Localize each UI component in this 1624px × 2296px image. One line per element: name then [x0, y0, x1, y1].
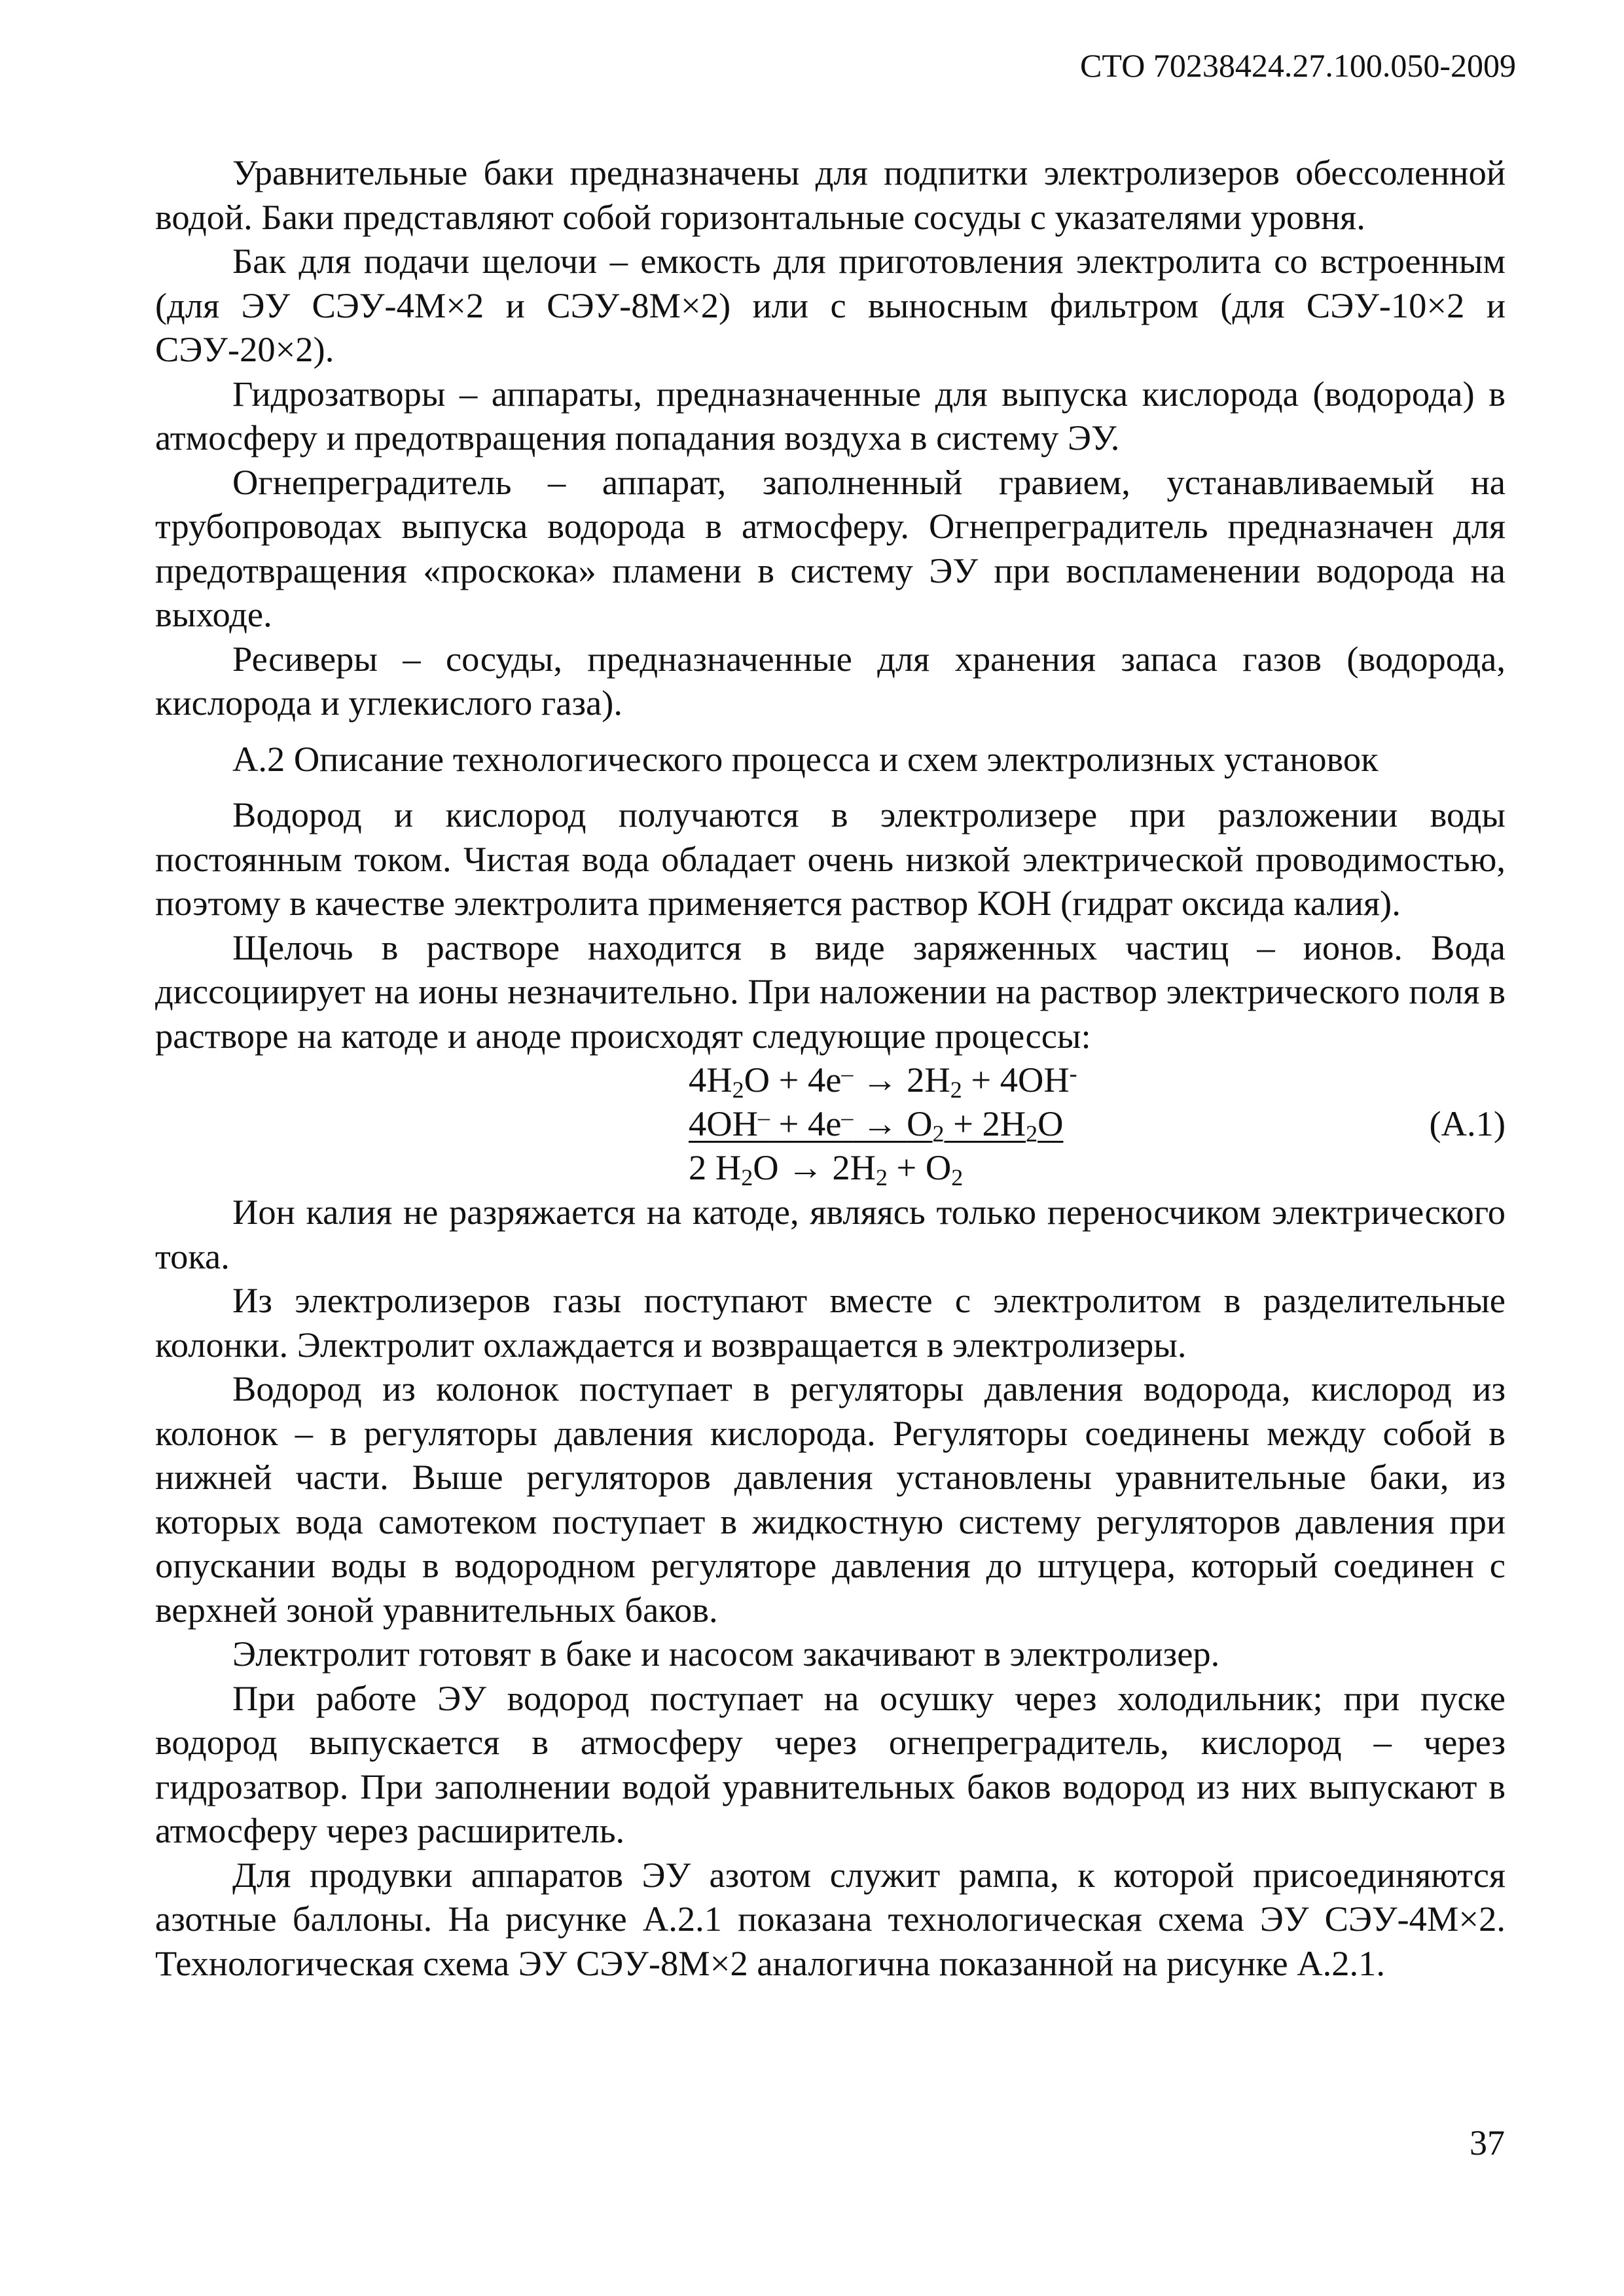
paragraph-pressure-regulators: Водород из колонок поступает в регуляторы давления водорода, кислород из колонок – в регуляторы давления кислорода. Регуляторы соединены между собой в нижней части. Выше регуляторов давления установлены уравнительные баки, из которых вода самотеком поступает в жидкостную систему регуляторов давления при опускании воды в водородном регуляторе давления до штуцера, который соединен с верхней зоной уравнительных баков. — [155, 1369, 1506, 1630]
page-number: 37 — [1470, 2123, 1505, 2162]
paragraph-flame-arrester: Огнепреградитель – аппарат, заполненный гравием, устанавливаемый на трубопроводах выпуска водорода в атмосферу. Огнепреградитель предназначен для предотвращения «проскока» пламени в систему ЭУ при воспламенении водорода на выходе. — [155, 461, 1506, 634]
paragraph-potassium-ion: Ион калия не разряжается на катоде, являясь только переносчиком электрического тока. — [155, 1192, 1506, 1276]
equation-number: (А.1) — [1429, 1103, 1506, 1143]
equation-overall: 2 $H_2O \to 2H_2 + O_2$ — [689, 1147, 964, 1191]
paragraph-electrolyte-prep: Электролит готовят в баке и насосом закачивают в электролизер. — [232, 1634, 1220, 1674]
paragraph-ions: Щелочь в растворе находится в виде заряженных частиц – ионов. Вода диссоциирует на ионы незначительно. При наложении на раствор электрического поля в растворе на катоде и аноде происходят следующие процессы: — [155, 927, 1506, 1056]
paragraph-separation-columns: Из электролизеров газы поступают вместе с электролитом в разделительные колонки. Электролит охлаждается и возвращается в электролизеры. — [155, 1280, 1506, 1365]
paragraph-operation: При работе ЭУ водород поступает на осушку через холодильник; при пуске водород выпускается в атмосферу через огнепреградитель, кислород – через гидрозатвор. При заполнении водой уравнительных баков водород из них выпускают в атмосферу через расширитель. — [155, 1677, 1506, 1850]
paragraph-equalizing-tanks: Уравнительные баки предназначены для подпитки электролизеров обессоленной водой. Баки представляют собой горизонтальные сосуды с указателями уровня. — [155, 152, 1506, 237]
document-body — [155, 151, 1506, 1985]
paragraph-alkali-tank: Бак для подачи щелочи – емкость для приготовления электролита со встроенным (для ЭУ СЭУ-4М×2 и СЭУ-8М×2) или с выносным фильтром (для СЭУ-10×2 и СЭУ-20×2). — [155, 241, 1506, 369]
document-code-header: СТО 70238424.27.100.050-2009 — [1080, 47, 1516, 84]
paragraph-electrolysis-intro: Водород и кислород получаются в электролизере при разложении воды постоянным током. Чистая вода обладает очень низкой электрической проводимостью, поэтому в качестве электролита применяется раствор КОН (гидрат оксида калия). — [155, 795, 1506, 923]
equation-cathode: $4H_2O + 4e^- \to 2H_2 + 4OH^-$ — [689, 1060, 1077, 1103]
paragraph-water-seals: Гидрозатворы – аппараты, предназначенные для выпуска кислорода (водорода) в атмосферу и предотвращения попадания воздуха в систему ЭУ. — [155, 373, 1506, 457]
paragraph-nitrogen-purge: Для продувки аппаратов ЭУ азотом служит рампа, к которой присоединяются азотные баллоны. На рисунке А.2.1 показана технологическая схема ЭУ СЭУ-4М×2. Технологическая схема ЭУ СЭУ-8М×2 аналогична показанной на рисунке А.2.1. — [155, 1854, 1506, 1983]
paragraph-receivers: Ресиверы – сосуды, предназначенные для хранения запаса газов (водорода, кислорода и углекислого газа). — [155, 638, 1506, 723]
equation-block — [155, 1058, 1506, 1190]
section-heading-a2: А.2 Описание технологического процесса и схем электролизных установок — [232, 738, 1379, 779]
equation-anode: $4OH^- + 4e^- \to O_2 + 2H_2O$ — [689, 1103, 1064, 1147]
